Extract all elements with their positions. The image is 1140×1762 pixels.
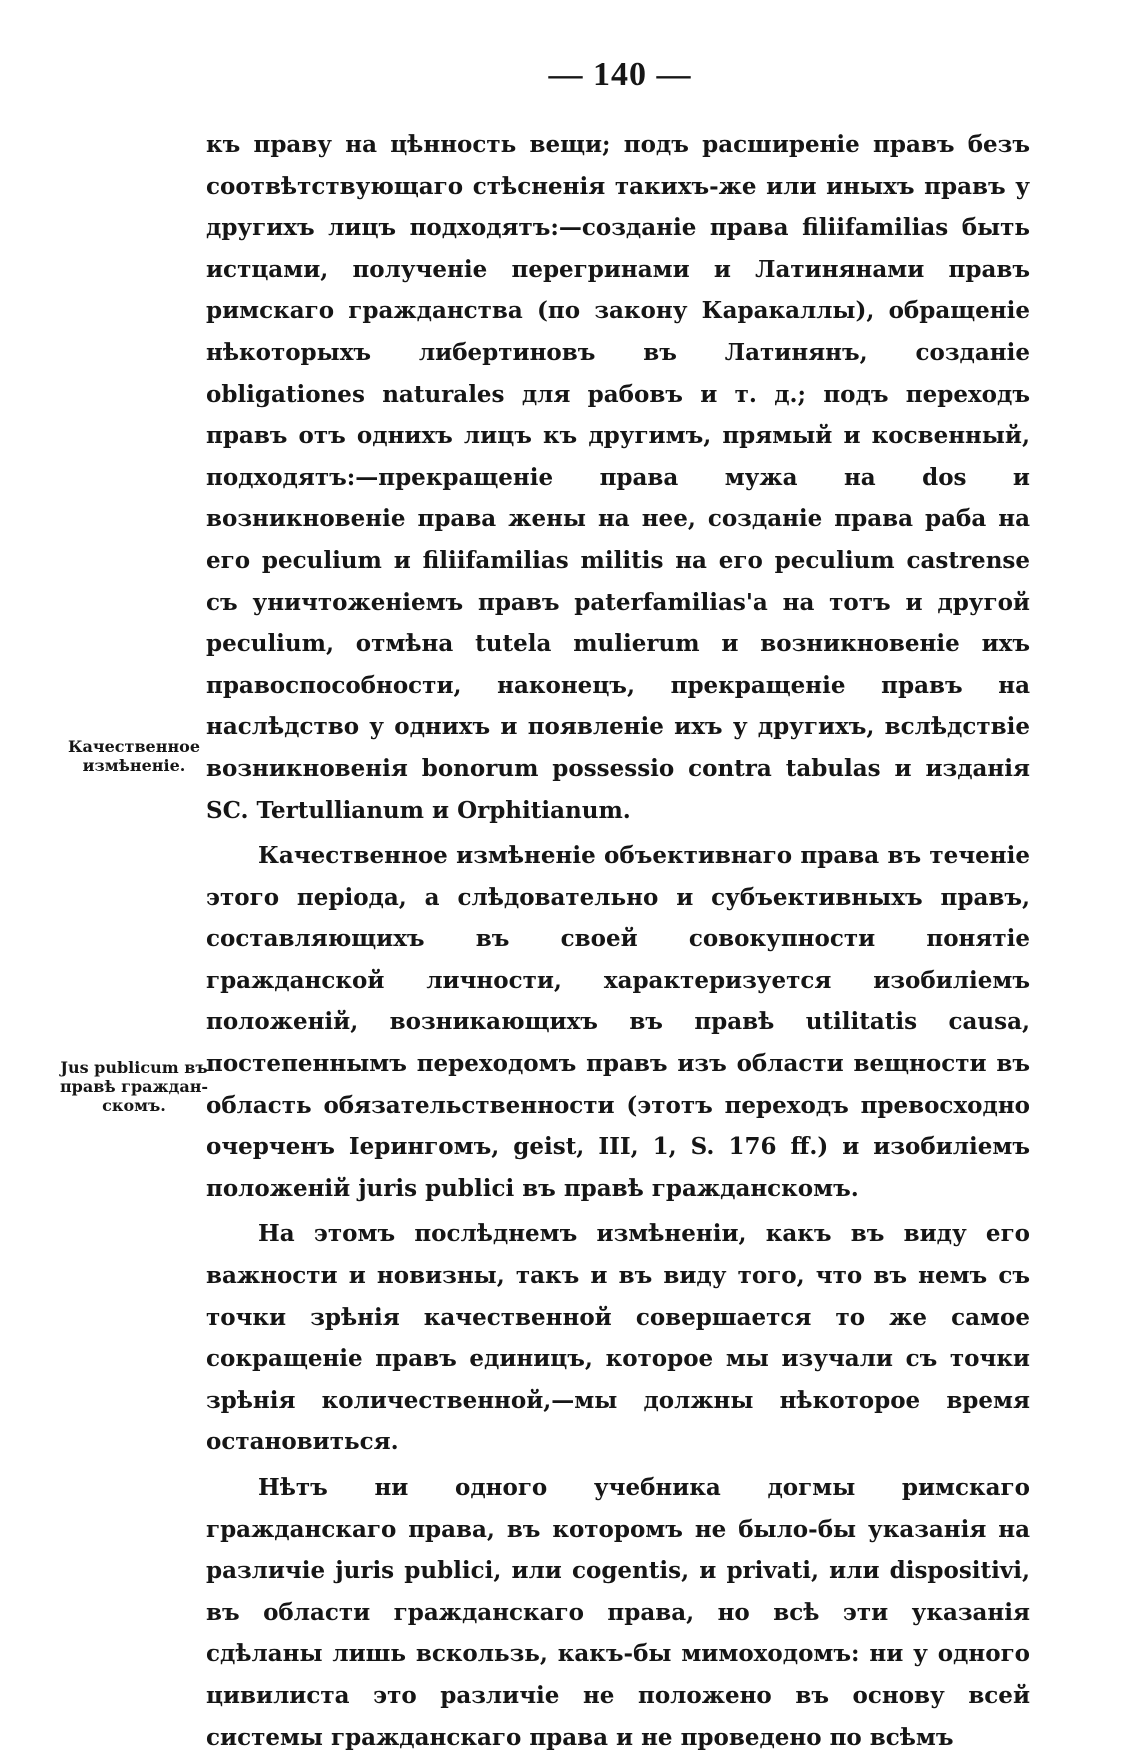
margin-note-qualitative-change: Качественное измѣненіе.	[67, 737, 201, 775]
paragraph-continuation: къ праву на цѣнность вещи; подъ расширеніе правъ безъ соотвѣтствующаго стѣсненія такихъ-же или иныхъ правъ у другихъ лицъ подходятъ:—созданіе права filiifamilias быть истцами, полученіе перегринами и Латинянами правъ римскаго гражданства (по закону Каракаллы), обращеніе нѣкоторыхъ либертиновъ въ Латинянъ, созданіе obligationes naturales для рабовъ и т. д.; подъ переходъ правъ отъ однихъ лицъ къ другимъ, прямый и косвенный, подходятъ:—прекращеніе права мужа на dos и возникновеніе права жены на нее, созданіе права раба на его peculium и filiifamilias militis на его peculium castrense съ уничтоженіемъ правъ paterfamilias'a на тотъ и другой peculium, отмѣна tutela mulierum и возникновеніе ихъ правоспособности, наконецъ, прекращеніе правъ на наслѣдство у однихъ и появленіе ихъ у другихъ, вслѣдствіе возникновенія bonorum possessio contra tabulas и изданія SC. Tertullianum и Orphitianum.	[206, 131, 1030, 824]
margin-note-jus-publicum: Jus publicum въ правѣ граждан-скомъ.	[59, 1058, 209, 1115]
page-number: — 140 —	[548, 56, 692, 93]
paragraph-textbooks: Нѣтъ ни одного учебника догмы римскаго гражданскаго права, въ которомъ не было-бы указанія на различіе juris publici, или cogentis, и privati, или dispositivi, въ области гражданскаго права, но всѣ эти указанія сдѣланы лишь вскользь, какъ-бы мимоходомъ: ни у одного цивилиста это различіе не положено въ основу всей системы гражданскаго права и не проведено по всѣмъ	[206, 1474, 1030, 1751]
paragraph-last-change: На этомъ послѣднемъ измѣненіи, какъ въ виду его важности и новизны, такъ и въ виду того, что въ немъ съ точки зрѣнія качественной совершается то же самое сокращеніе правъ единицъ, которое мы изучали съ точки зрѣнія количественной,—мы должны нѣкоторое время остановиться.	[206, 1220, 1030, 1456]
main-text	[206, 124, 1030, 1762]
paragraph-qualitative-change: Качественное измѣненіе объективнаго права въ теченіе этого періода, а слѣдовательно и субъективныхъ правъ, составляющихъ въ своей совокупности понятіе гражданской личности, характеризуется изобиліемъ положеній, возникающихъ въ правѣ utilitatis causa, постепеннымъ переходомъ правъ изъ области вещности въ область обязательственности (этотъ переходъ превосходно очерченъ Іерингомъ, geist, III, 1, S. 176 ff.) и изобиліемъ положеній juris publici въ правѣ гражданскомъ.	[206, 842, 1030, 1202]
